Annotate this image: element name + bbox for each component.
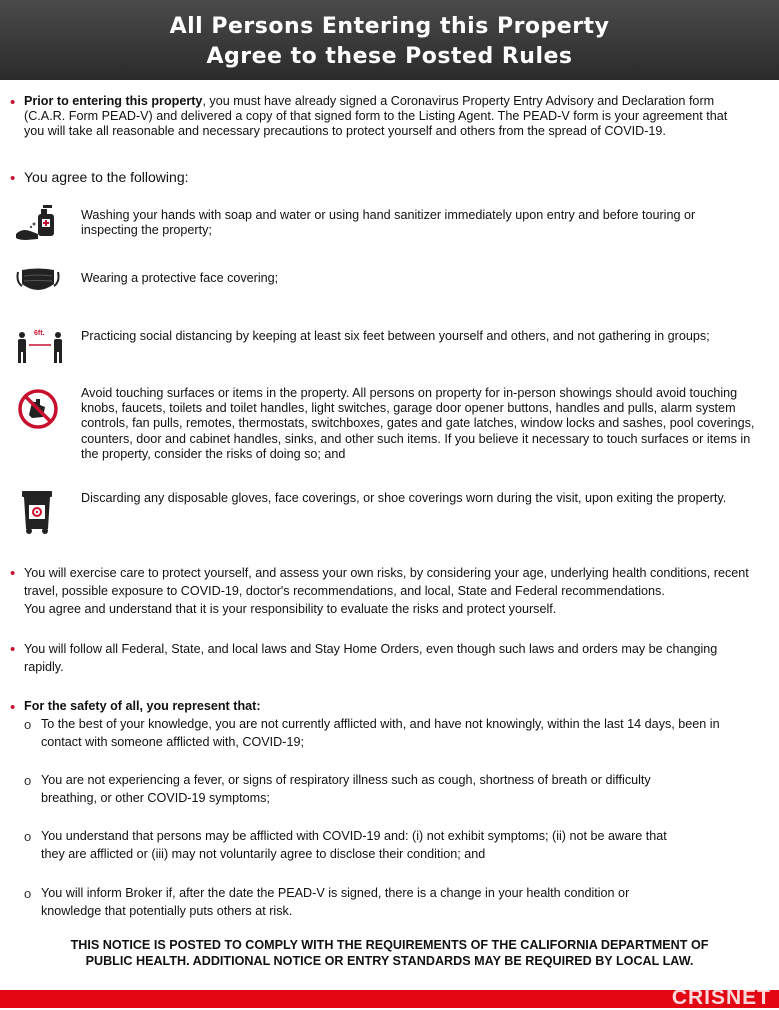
bullet-icon: • [10,641,16,658]
no-touch-icon [16,387,60,431]
footer-line-1: THIS NOTICE IS POSTED TO COMPLY WITH THE REQUIREMENTS OF THE CALIFORNIA DEPARTMENT OF [70,938,709,952]
represent-item-4: You will inform Broker if, after the date the PEAD-V is signed, there is a change in your health condition or knowledge that potentially puts others at risk. [41,886,630,918]
sub-bullet-icon: o [24,886,32,901]
rule-text-discard: Discarding any disposable gloves, face coverings, or shoe coverings worn during the visit, upon exiting the property. [81,491,727,505]
footer-line-2: PUBLIC HEALTH. ADDITIONAL NOTICE OR ENTRY STANDARDS MAY BE REQUIRED BY LOCAL LAW. [85,954,694,968]
care-paragraph [24,565,764,600]
sub-bullet-icon: o [24,829,32,844]
represent-item-1: To the best of your knowledge, you are not currently afflicted with, and have not knowingly, within the last 14 days, been in contact with someone afflicted with, COVID-19; [41,717,720,749]
care-text-2: You agree and understand that it is your responsibility to evaluate the risks and protect yourself. [24,602,557,616]
page-header [0,0,779,80]
bullet-icon: • [10,94,16,111]
header-title-line-2: Agree to these Posted Rules [206,44,573,69]
rule-text-distance: Practicing social distancing by keeping at least six feet between yourself and others, and not gathering in groups; [81,329,710,343]
footer-notice [40,937,739,969]
rule-text-hands: Washing your hands with soap and water or using hand sanitizer immediately upon entry and before touring or inspecting the property; [81,208,696,238]
rule-text-mask: Wearing a protective face covering; [81,271,279,285]
header-title-line-1: All Persons Entering this Property [169,14,610,39]
hand-sanitizer-icon [14,204,64,244]
intro-bold-lead: Prior to entering this property [24,94,203,108]
represent-item-2: You are not experiencing a fever, or signs of respiratory illness such as cough, shortness of breath or difficulty breathing, or other COVID-19 symptoms; [41,773,651,805]
watermark-logo: CRISNET [671,986,771,1009]
bullet-icon: • [10,565,16,582]
sub-bullet-icon: o [24,773,32,788]
social-distance-icon [12,326,68,366]
sub-bullet-icon: o [24,717,32,732]
intro-text: , you must have already signed a Coronavirus Property Entry Advisory and Declaration form (C.A.R. Form PEAD-V) and delivered a copy of that signed form to the Listing Agent. The PEAD-V form is your agreement that you will take all reasonable and necessary precautions to protect yourself and others from the spread of COVID-19. [24,94,728,139]
bullet-icon: • [10,699,16,716]
rule-text-no-touch: Avoid touching surfaces or items in the property. All persons on property for in-person showings should avoid touching knobs, faucets, toilets and toilet handles, light switches, garage door opener buttons, handles and pulls, alarm system controls, fan pulls, remotes, thermostats, switchboxes, gates and gate latches, window locks and sashes, pool coverings, counters, door and cabinet handles, sinks, and other such items. If you believe it necessary to touch surfaces or items in the property, consider the risks of doing so; and [81,386,755,461]
represent-item-3: You understand that persons may be afflicted with COVID-19 and: (i) not exhibit symptoms; (ii) not be aware that they are afflicted or (iii) may not voluntarily agree to disclose their condition; and [41,829,667,861]
bottom-red-bar [0,990,779,1008]
bullet-icon: • [10,170,16,187]
laws-paragraph: You will follow all Federal, State, and local laws and Stay Home Orders, even though such laws and orders may be changing rapidly. [24,642,718,674]
care-text-1: You will exercise care to protect yourself, and assess your own risks, by considering your age, underlying health conditions, recent travel, possible exposure to COVID-19, doctor's recommendations, and local, State and Federal recommendations. [24,566,749,598]
biohazard-bin-icon [20,487,54,535]
represent-heading: For the safety of all, you represent that: [24,699,261,713]
agree-heading: You agree to the following: [24,169,189,185]
distance-label: 6ft. [34,330,45,337]
face-mask-icon [14,266,62,298]
intro-paragraph [24,94,744,140]
